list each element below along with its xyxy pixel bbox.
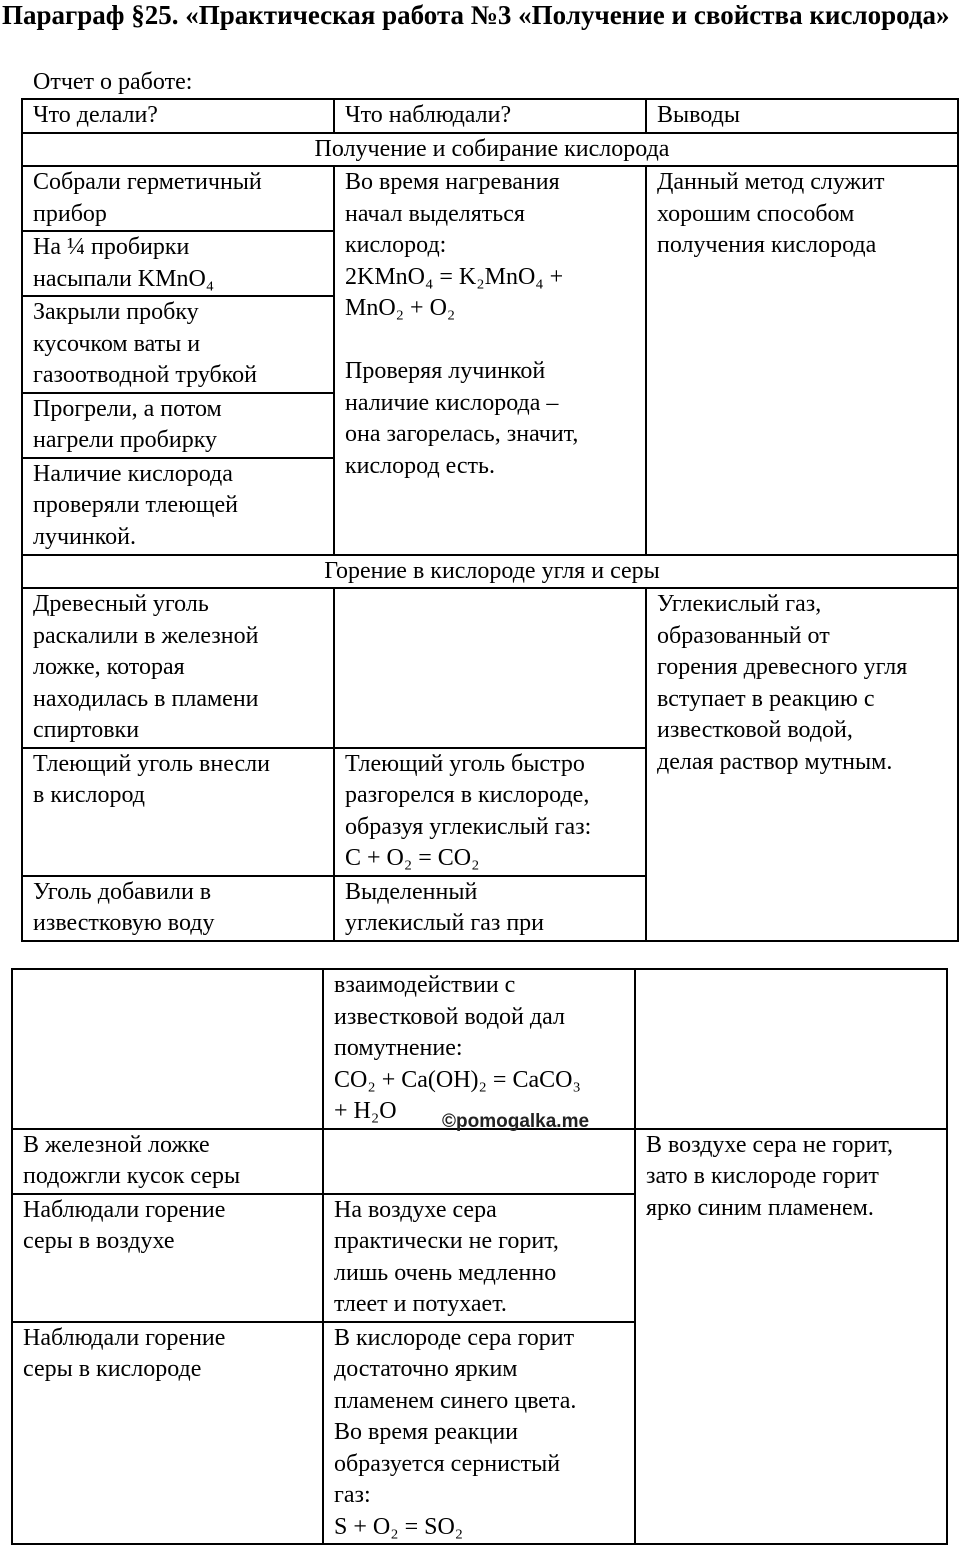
text-line: разгорелся в кислороде,	[345, 782, 590, 808]
text-line: известковой водой,	[657, 717, 853, 743]
text-line: насыпали KMnO₄	[33, 265, 215, 292]
text-line: газоотводной трубкой	[33, 362, 258, 388]
text-line: На воздухе сера	[334, 1196, 497, 1223]
text-line: S + O₂ = SO₂	[334, 1513, 464, 1540]
text-line: начал выделяться	[345, 200, 525, 227]
text-line: газ:	[334, 1482, 371, 1508]
text-line: лишь очень медленно	[334, 1259, 557, 1286]
text-line: Данный метод служит	[657, 169, 885, 195]
text-line: делая раствор мутным.	[657, 748, 893, 775]
text-line: Тлеющий уголь быстро	[345, 750, 585, 777]
report-table-part-2	[11, 968, 948, 1545]
text-line: ложке, которая	[33, 654, 185, 680]
header-conclusions: Выводы	[646, 99, 958, 133]
text-line: зато в кислороде горит	[646, 1163, 879, 1189]
did-cell	[22, 231, 334, 296]
text-line: В воздухе сера не горит,	[646, 1131, 894, 1158]
observed-cell	[334, 876, 646, 941]
text-line: На ¼ пробирки	[33, 234, 190, 260]
text-line: Наличие кислорода	[33, 460, 233, 487]
observed-cell	[323, 1194, 635, 1322]
text-line: В железной ложке	[23, 1131, 210, 1158]
did-cell	[22, 393, 334, 458]
text-line: образованный от	[657, 622, 830, 649]
section-title-oxygen: Получение и собирание кислорода	[22, 133, 958, 167]
text-line: Уголь добавили в	[33, 878, 212, 905]
conclusion-cell-oxygen	[646, 166, 958, 555]
text-line: ярко синим пламенем.	[646, 1194, 874, 1221]
header-row	[22, 99, 958, 133]
did-cell-empty	[12, 969, 323, 1129]
text-line: спиртовки	[33, 717, 140, 743]
text-line: пламенем синего цвета.	[334, 1387, 577, 1414]
did-cell	[12, 1194, 323, 1322]
text-line: Во время нагревания	[345, 169, 560, 195]
conclusion-cell-sulfur	[635, 1129, 947, 1545]
table-row	[12, 1129, 947, 1194]
did-cell	[22, 876, 334, 941]
text-line: тлеет и потухает.	[334, 1291, 507, 1317]
report-table-part-1	[21, 98, 959, 942]
text-line: известковую воду	[33, 910, 215, 936]
text-line: практически не горит,	[334, 1228, 559, 1254]
text-line: лучинкой.	[33, 523, 137, 550]
did-cell	[12, 1322, 323, 1545]
conclusion-cell-coal	[646, 588, 958, 941]
text-line: наличие кислорода –	[345, 389, 559, 416]
text-line: MnO₂ + O₂	[345, 295, 456, 321]
text-line: помутнение:	[334, 1035, 463, 1061]
observed-cell	[323, 969, 635, 1129]
text-line: Прогрели, а потом	[33, 395, 222, 422]
text-line: находилась в пламени	[33, 685, 259, 712]
did-cell	[12, 1129, 323, 1194]
observed-cell-empty	[334, 588, 646, 748]
text-line: раскалили в железной	[33, 622, 259, 649]
text-line: + H₂O	[334, 1098, 397, 1124]
section-title-combustion: Горение в кислороде угля и серы	[22, 555, 958, 589]
text-line: кислород:	[345, 232, 447, 258]
report-intro: Отчет о работе:	[33, 69, 193, 95]
text-line: В кислороде сера горит	[334, 1324, 575, 1351]
text-line: Проверяя лучинкой	[345, 358, 546, 384]
text-line: Древесный уголь	[33, 591, 209, 617]
did-cell	[22, 166, 334, 231]
text-line: прибор	[33, 200, 107, 227]
observed-cell	[323, 1322, 635, 1545]
text-line: углекислый газ при	[345, 910, 545, 936]
text-line: проверяли тлеющей	[33, 492, 238, 518]
text-line: серы в воздухе	[23, 1228, 175, 1254]
table-row	[12, 969, 947, 1129]
section-row	[22, 133, 958, 167]
watermark: ©pomogalka.me	[442, 1111, 590, 1132]
text-line: 2KMnO₄ = K₂MnO₄ +	[345, 263, 564, 290]
text-line: получения кислорода	[657, 232, 877, 258]
text-line: Тлеющий уголь внесли	[33, 750, 270, 777]
text-line: нагрели пробирку	[33, 427, 218, 453]
text-line: Углекислый газ,	[657, 591, 822, 617]
text-line: Во время реакции	[334, 1419, 519, 1445]
text-line: серы в кислороде	[23, 1356, 202, 1382]
text-line: Выделенный	[345, 878, 478, 905]
text-line: она загорелась, значит,	[345, 421, 579, 447]
text-line: подожгли кусок серы	[23, 1163, 241, 1189]
text-line: горения древесного угля	[657, 654, 908, 680]
text-line: хорошим способом	[657, 200, 855, 227]
table-row	[22, 588, 958, 748]
observed-cell-oxygen	[334, 166, 646, 555]
conclusion-cell-empty	[635, 969, 947, 1129]
did-cell	[22, 296, 334, 393]
text-line: кислород есть.	[345, 452, 495, 479]
table-row	[22, 166, 958, 231]
text-line: Закрыли пробку	[33, 299, 199, 325]
text-line: взаимодействии с	[334, 972, 516, 998]
header-observed: Что наблюдали?	[334, 99, 646, 133]
text-line: достаточно ярким	[334, 1356, 518, 1382]
text-line: известковой водой дал	[334, 1003, 565, 1030]
section-row	[22, 555, 958, 589]
text-line: Наблюдали горение	[23, 1324, 226, 1351]
text-line: Собрали герметичный	[33, 169, 262, 195]
did-cell	[22, 458, 334, 555]
text-line	[345, 325, 639, 357]
observed-cell	[334, 748, 646, 876]
text-line: образуя углекислый газ:	[345, 813, 592, 840]
did-cell	[22, 588, 334, 748]
text-line: вступает в реакцию с	[657, 685, 875, 712]
page-title: Параграф §25. «Практическая работа №3 «Получение и свойства кислорода»	[2, 0, 950, 30]
text-line: CO₂ + Ca(OH)₂ = CaCO₃	[334, 1066, 581, 1093]
did-cell	[22, 748, 334, 876]
observed-cell-empty	[323, 1129, 635, 1194]
text-line: Наблюдали горение	[23, 1196, 226, 1223]
text-line: образуется сернистый	[334, 1450, 561, 1477]
text-line: в кислород	[33, 782, 145, 808]
text-line: кусочком ваты и	[33, 330, 201, 357]
text-line: C + O₂ = CO₂	[345, 845, 480, 871]
header-did: Что делали?	[22, 99, 334, 133]
